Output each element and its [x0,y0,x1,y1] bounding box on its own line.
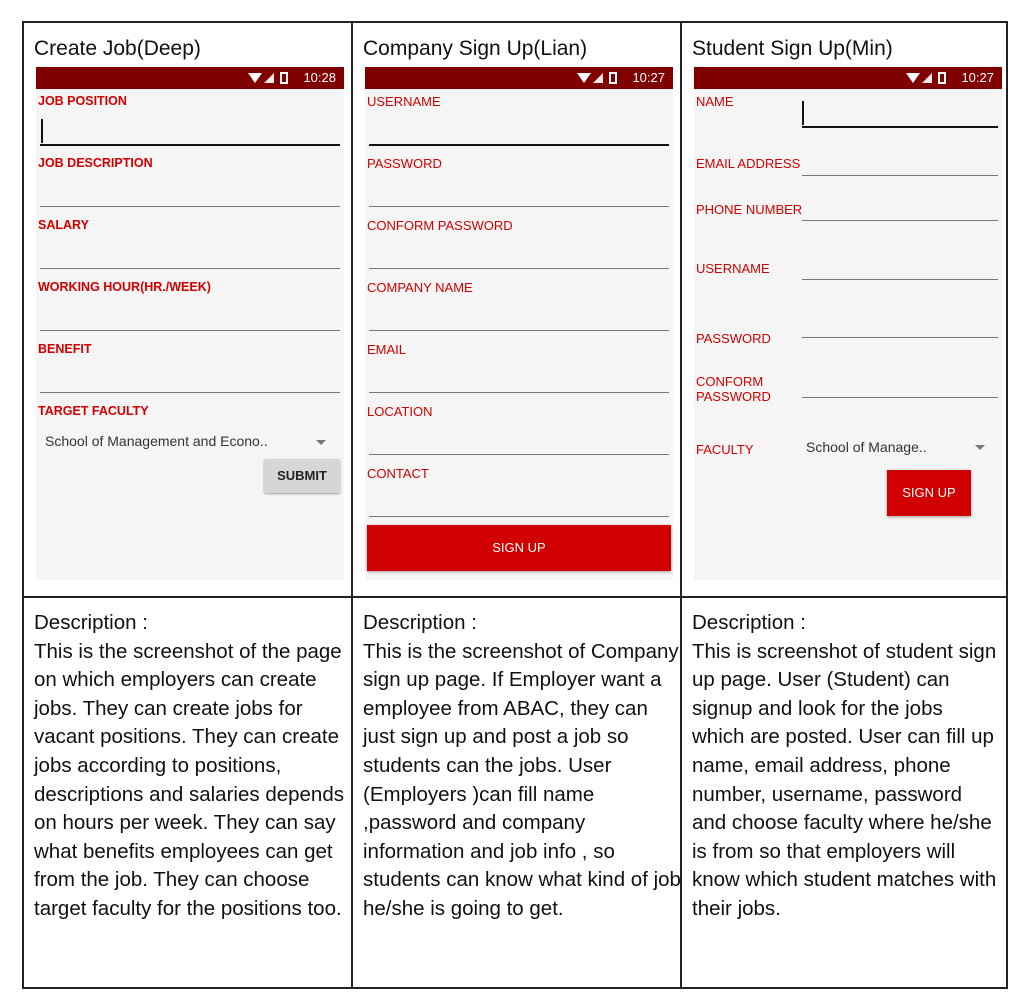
username-label: USERNAME [696,261,770,276]
password-label: PASSWORD [367,156,442,171]
description-text: This is the screenshot of the page on which employers can create jobs. They can create jobs for vacant positions. They can create jobs according to positions, descriptions and salaries depends on hours per week. They can say what benefits employees can get from the job. They can choose target faculty for the positions too. [34,639,344,920]
column-title: Create Job(Deep) [34,37,201,60]
description-heading: Description : [34,611,148,634]
create-job-column [24,23,351,920]
benefit-input[interactable] [40,392,340,393]
description-heading: Description : [692,611,806,634]
job-description-input[interactable] [40,206,340,207]
working-hour-input[interactable] [40,330,340,331]
username-input[interactable] [802,279,998,280]
confirm-password-input[interactable] [369,268,669,269]
student-signup-screen [694,67,1002,580]
text-cursor [41,119,43,143]
sign-up-button[interactable]: SIGN UP [367,525,671,571]
company-name-input[interactable] [369,330,669,331]
confirm-password-input[interactable] [802,397,998,398]
layout-table [22,21,1008,989]
faculty-select[interactable]: School of Management and Econo.. [45,433,268,449]
description-text: This is the screenshot of Company sign up page. If Employer want a employee from ABAC, they can just sign up and post a job so students can the jobs. User (Employers )can fill name ,password and company information and job info , so students can know what kind of job he/she is going to get. [363,639,681,920]
signal-battery-icon [248,71,292,85]
status-time: 10:27 [961,70,994,85]
confirm-password-label: CONFORM PASSWORD [696,374,771,404]
job-description-label: JOB DESCRIPTION [38,156,153,170]
email-address-input[interactable] [802,175,998,176]
password-input[interactable] [802,337,998,338]
location-label: LOCATION [367,404,433,419]
dropdown-arrow-icon[interactable] [316,440,326,445]
description-heading: Description : [363,611,477,634]
status-bar [694,67,1002,89]
description-text: This is screenshot of student sign up page. User (Student) can signup and look for the jobs which are posted. User can fill up name, email address, phone number, username, password and choose faculty where he/she is from so that employers will know which student matches with their jobs. [692,639,997,920]
submit-button[interactable]: SUBMIT [264,459,340,493]
text-cursor [802,101,804,125]
name-label: NAME [696,94,734,109]
confirm-password-label: CONFORM PASSWORD [367,218,513,233]
create-job-screen [36,67,344,580]
company-signup-column [353,23,681,920]
username-input[interactable] [369,144,669,146]
password-label: PASSWORD [696,331,771,346]
signal-battery-icon [906,71,950,85]
email-address-label: EMAIL ADDRESS [696,156,801,171]
benefit-label: BENEFIT [38,342,92,356]
username-label: USERNAME [367,94,441,109]
student-signup-column [682,23,1008,920]
job-position-label: JOB POSITION [38,94,127,108]
status-time: 10:28 [303,70,336,85]
description [692,609,998,924]
column-title: Company Sign Up(Lian) [363,37,588,60]
contact-label: CONTACT [367,466,429,481]
status-bar [36,67,344,89]
target-faculty-label: TARGET FACULTY [38,404,149,418]
working-hour-label: WORKING HOUR(HR./WEEK) [38,280,211,294]
status-time: 10:27 [632,70,665,85]
faculty-label: FACULTY [696,442,754,457]
contact-input[interactable] [369,516,669,517]
phone-number-label: PHONE NUMBER [696,202,803,217]
signal-battery-icon [577,71,621,85]
description [363,609,681,924]
name-input[interactable] [802,126,998,128]
company-signup-screen [365,67,673,580]
sign-up-button[interactable]: SIGN UP [887,470,971,516]
email-label: EMAIL [367,342,407,357]
job-position-input[interactable] [40,144,340,146]
column-title: Student Sign Up(Min) [692,37,893,60]
company-name-label: COMPANY NAME [367,280,473,295]
faculty-select[interactable]: School of Manage.. [806,439,927,455]
salary-input[interactable] [40,268,340,269]
description [34,609,352,924]
location-input[interactable] [369,454,669,455]
phone-number-input[interactable] [802,220,998,221]
dropdown-arrow-icon[interactable] [975,445,985,450]
email-input[interactable] [369,392,669,393]
status-bar [365,67,673,89]
salary-label: SALARY [38,218,89,232]
password-input[interactable] [369,206,669,207]
row-divider [24,596,1006,598]
